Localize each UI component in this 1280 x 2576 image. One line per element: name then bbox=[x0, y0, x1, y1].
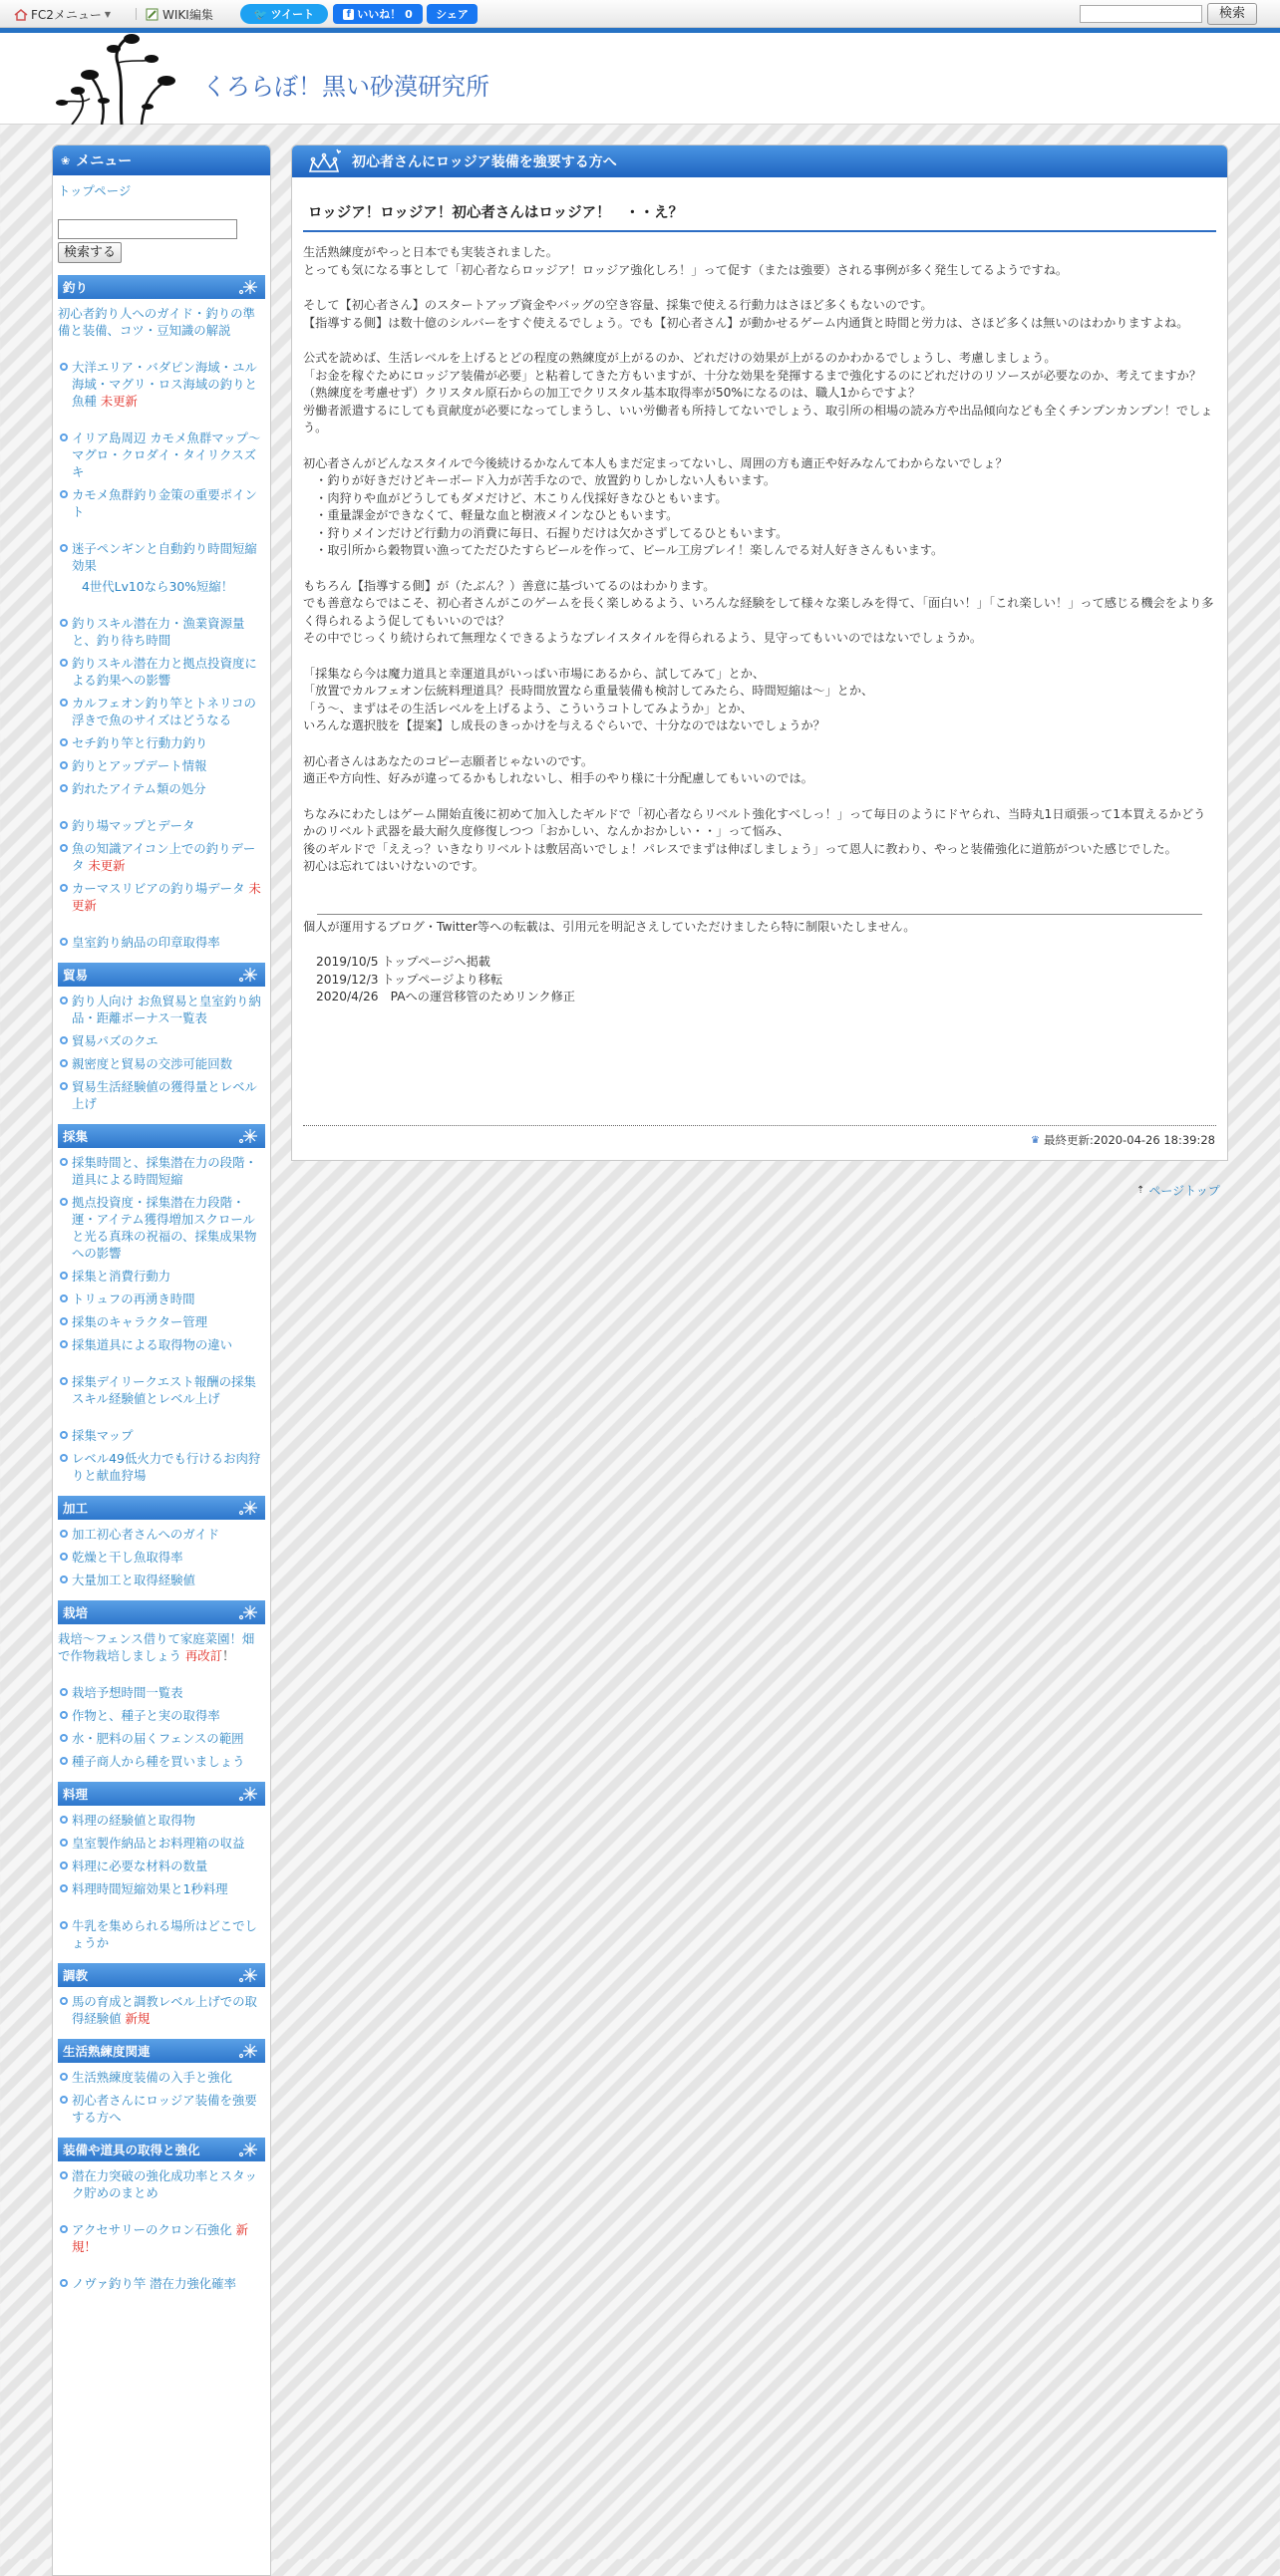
tweet-label: ツイート bbox=[270, 8, 315, 21]
sidebar-link-text: 生活熟練度装備の入手と強化 bbox=[72, 2070, 233, 2085]
sidebar-list bbox=[58, 993, 265, 1112]
sidebar-list-item[interactable] bbox=[58, 540, 265, 574]
site-header bbox=[0, 33, 1280, 125]
circle-bullet-icon bbox=[60, 619, 68, 627]
sidebar-list-item[interactable] bbox=[58, 1572, 265, 1588]
article-paragraph: ちなみにわたしはゲーム開始直後に初めて加入したギルドで「初心者ならリベルト強化すべしっ！」って毎日のようにドヤられ、当時丸1日頑張って1本買えるかどうかのリベルト武器を最大耐久度修復しつつ「おかしい、なんかおかしい・・」って悩み、 後のギルドで「ええっ？いきなりリベルトは敷居高いでしょ！パレスでまずは伸ばしましょう」って恩人に教わり、やっと装備強化に道筋がついた感じでした。 初心は忘れてはいけないのです。 bbox=[303, 806, 1206, 873]
sidebar-list-item[interactable] bbox=[58, 695, 265, 728]
last-updated bbox=[1031, 1132, 1215, 1148]
sidebar-link-text: 馬の育成と調教レベル上げでの取得経験値 bbox=[72, 1994, 257, 2026]
sidebar-link-text: 採集のキャラクター管理 bbox=[72, 1314, 208, 1329]
sidebar-list bbox=[58, 2069, 265, 2126]
sidebar-link-text: 貿易生活経験値の獲得量とレベル上げ bbox=[72, 1079, 257, 1111]
page-top-label: ページトップ bbox=[1148, 1184, 1220, 1198]
crown-flourish-icon bbox=[304, 147, 344, 175]
wiki-edit-label: WIKI編集 bbox=[162, 8, 213, 22]
sidebar-section-title: 採集 bbox=[63, 1129, 89, 1144]
circle-bullet-icon bbox=[60, 1198, 68, 1206]
sidebar-list-item[interactable] bbox=[58, 880, 265, 914]
sidebar-link-text: 栽培予想時間一覧表 bbox=[72, 1685, 183, 1700]
sidebar-section-header bbox=[58, 1963, 265, 1987]
sidebar-list bbox=[58, 2167, 265, 2292]
sidebar-section-header bbox=[58, 1496, 265, 1520]
sidebar-link-text: アクセサリーのクロン石強化 bbox=[72, 2222, 232, 2237]
sidebar-list-item[interactable] bbox=[58, 757, 265, 774]
sidebar-list-item[interactable] bbox=[58, 1055, 265, 1072]
sidebar-list-item[interactable] bbox=[58, 429, 265, 480]
sidebar-section-title: 料理 bbox=[63, 1787, 89, 1802]
sidebar-list bbox=[58, 1684, 265, 1770]
paragraph-spacer bbox=[303, 279, 1216, 297]
paragraph-spacer bbox=[303, 788, 1216, 806]
sidebar-link-text: 加工初心者さんへのガイド bbox=[72, 1527, 220, 1542]
sidebar-list-item[interactable] bbox=[58, 1993, 265, 2027]
sidebar-section-header bbox=[58, 2039, 265, 2063]
sidebar-link-text: 料理時間短縮効果と1秒料理 bbox=[72, 1881, 228, 1896]
sidebar-section-header bbox=[58, 1782, 265, 1806]
sidebar-search-input[interactable] bbox=[58, 219, 237, 239]
sidebar-list-item[interactable] bbox=[58, 1835, 265, 1852]
plant-silhouette-logo bbox=[52, 33, 191, 125]
sidebar-list-item[interactable] bbox=[58, 1336, 265, 1353]
circle-bullet-icon bbox=[60, 997, 68, 1004]
sidebar-link-text: 料理の経験値と取得物 bbox=[72, 1813, 195, 1828]
toolbar-divider bbox=[136, 8, 137, 20]
wiki-edit-link[interactable] bbox=[146, 6, 213, 23]
sidebar-link-text: 迷子ペンギンと自動釣り時間短縮効果 bbox=[72, 541, 257, 573]
menu-title: メニュー bbox=[76, 153, 133, 169]
sidebar-list-item[interactable] bbox=[58, 1707, 265, 1724]
sidebar-link-text: 貿易パズのクエ bbox=[72, 1033, 159, 1048]
sidebar-search-button[interactable]: 検索する bbox=[58, 242, 122, 263]
status-badge: 新規 bbox=[72, 2222, 249, 2254]
main-panel-title: 初心者さんにロッジア装備を強要する方へ bbox=[352, 154, 617, 170]
status-badge: 未更新 bbox=[72, 881, 261, 913]
paragraph-spacer bbox=[303, 735, 1216, 753]
circle-bullet-icon bbox=[60, 363, 68, 371]
sidebar-list-item[interactable] bbox=[58, 2221, 265, 2255]
circle-bullet-icon bbox=[60, 1997, 68, 2005]
sidebar-list-item[interactable] bbox=[58, 1753, 265, 1770]
sidebar-list-item[interactable] bbox=[58, 359, 265, 410]
article-paragraph: 初心者さんがどんなスタイルで今後続けるかなんて本人もまだ定まってないし、周囲の方も適正や好みなんてわからないでしょ？ ・釣りが好きだけどキーボード入力が苦手なので、放置釣りしかしない人もいます。 ・肉狩りや血がどうしてもダメだけど、木こりん伐採好きなひともいます。 ・重量課金ができなくて、軽量な血と樹液メインなひともいます。 ・狩りメインだけど行動力の消費に毎日、石握りだけは欠かさずしてるひともいます。 ・取引所から穀物買い漁ってただひたすらビールを作って、ビール工房プレイ！楽しんでる対人好きさんもいます。 bbox=[303, 455, 1008, 557]
circle-bullet-icon bbox=[60, 1688, 68, 1696]
circle-bullet-icon bbox=[60, 544, 68, 552]
sidebar-list-item[interactable] bbox=[58, 1450, 265, 1484]
sidebar-link-text: 採集デイリークエスト報酬の採集スキル経験値とレベル上げ bbox=[72, 1374, 256, 1406]
section-divider bbox=[317, 914, 1202, 915]
paragraph-spacer bbox=[303, 936, 1216, 954]
paragraph-spacer bbox=[303, 876, 1216, 894]
sidebar-sections bbox=[58, 275, 265, 2292]
circle-bullet-icon bbox=[60, 1082, 68, 1090]
fc2-menu[interactable] bbox=[14, 6, 111, 23]
sidebar-link-text: 水・肥料の届くフェンスの範囲 bbox=[72, 1731, 244, 1746]
article bbox=[303, 201, 1216, 1118]
toolbar-search-button[interactable]: 検索 bbox=[1207, 3, 1257, 25]
home-icon bbox=[14, 9, 28, 21]
repost-notice: 個人が運用するブログ・Twitter等への転載は、引用元を明記さえしていただけましたら特に制限いたしません。 bbox=[303, 919, 916, 934]
sidebar-list-item[interactable] bbox=[58, 1730, 265, 1747]
sidebar-link-text: 乾燥と干し魚取得率 bbox=[72, 1550, 183, 1565]
circle-bullet-icon bbox=[60, 1575, 68, 1583]
article-paragraph: もちろん【指導する側】が（たぶん？）善意に基づいてるのはわかります。 でも善意ならではこそ、初心者さんがこのゲームを長く楽しめるよう、いろんな経験をして様々な楽しみを得て、「面白い！」「これ楽しい！」って感じる機会をより多く得られるよう促してもいいのでは？ その中でじっくり続けられて無理なくできるようなプレイスタイルを得られるよう、見守ってもいいのではないでしょうか。 bbox=[303, 578, 1214, 645]
site-title[interactable]: くろらぼ！黒い砂漠研究所 bbox=[202, 73, 489, 101]
circle-bullet-icon bbox=[60, 1530, 68, 1538]
sidebar-link-text: 牛乳を集められる場所はどこでしょうか bbox=[72, 1918, 257, 1950]
sidebar-list-item[interactable] bbox=[58, 1812, 265, 1829]
main-panel-header bbox=[292, 145, 1227, 177]
sidebar-section-title: 釣り bbox=[63, 280, 89, 295]
circle-bullet-icon bbox=[60, 1454, 68, 1462]
share-label: シェア bbox=[436, 8, 469, 21]
sidebar-section-intro-link[interactable] bbox=[58, 1630, 265, 1664]
status-badge: 未更新 bbox=[84, 858, 126, 873]
sidebar-list-item[interactable] bbox=[58, 1526, 265, 1543]
sidebar-list-item[interactable] bbox=[58, 840, 265, 874]
sidebar-list-item[interactable] bbox=[58, 1290, 265, 1307]
sidebar-link-text: カルフェオン釣り竿とトネリコの浮きで魚のサイズはどうなる bbox=[72, 696, 256, 727]
paragraph-spacer bbox=[303, 332, 1216, 350]
intro-suffix: ！ bbox=[222, 1648, 235, 1663]
sidebar-section-header bbox=[58, 1124, 265, 1148]
sidebar-list-item[interactable] bbox=[58, 2092, 265, 2126]
circle-bullet-icon bbox=[60, 1158, 68, 1166]
sidebar-menu-header bbox=[53, 145, 270, 175]
circle-bullet-icon bbox=[60, 938, 68, 946]
sidebar-section-header bbox=[58, 2138, 265, 2161]
sidebar-link-text: 採集マップ bbox=[72, 1428, 134, 1443]
sidebar-link-text: 種子商人から種を買いましょう bbox=[72, 1754, 245, 1769]
paragraph-spacer bbox=[303, 648, 1216, 666]
circle-bullet-icon bbox=[60, 1839, 68, 1847]
article-paragraph: 生活熟練度がやっと日本でも実装されました。 とっても気になる事として「初心者ならロッジア！ロッジア強化しろ！」って促す（または強要）される事例が多く発生してるようですね。 bbox=[303, 245, 1069, 277]
paragraph-spacer bbox=[303, 437, 1216, 455]
status-badge: 再改訂 bbox=[180, 1648, 223, 1663]
sidebar-link-text: 釣りとアップデート情報 bbox=[72, 758, 207, 773]
sidebar-link-text: 皇室釣り納品の印章取得率 bbox=[72, 935, 220, 950]
sidebar-top-page-link[interactable]: トップページ bbox=[58, 183, 132, 198]
circle-bullet-icon bbox=[60, 784, 68, 792]
sidebar-list bbox=[58, 359, 265, 951]
circle-bullet-icon bbox=[60, 1816, 68, 1824]
circle-bullet-icon bbox=[60, 1272, 68, 1280]
circle-bullet-icon bbox=[60, 1884, 68, 1892]
history-entry: 2019/12/3 トップページより移転 bbox=[316, 972, 503, 987]
circle-bullet-icon bbox=[60, 1861, 68, 1869]
sidebar bbox=[52, 144, 271, 2576]
circle-bullet-icon bbox=[60, 738, 68, 746]
circle-bullet-icon bbox=[60, 2279, 68, 2287]
sidebar-list-item[interactable] bbox=[58, 1313, 265, 1330]
status-badge: 新規 bbox=[121, 2011, 151, 2026]
twitter-bird-icon: 🐦 bbox=[253, 7, 268, 21]
sidebar-link-text: カーマスリビアの釣り場データ bbox=[72, 881, 245, 896]
article-paragraph: 初心者さんはあなたのコピー志願者じゃないのです。 適正や方向性、好みが違ってるかもしれないし、相手のやり様に十分配慮してもいいのでは。 bbox=[303, 753, 813, 785]
sidebar-list-item[interactable] bbox=[58, 1427, 265, 1444]
arrow-up-icon: ⇡ bbox=[1136, 1185, 1145, 1196]
sidebar-section-title: 栽培 bbox=[63, 1605, 89, 1620]
sidebar-section-title: 装備や道具の取得と強化 bbox=[63, 2143, 200, 2157]
sidebar-link-text: 潜在力突破の強化成功率とスタック貯めのまとめ bbox=[72, 2168, 257, 2200]
share-button[interactable] bbox=[427, 4, 478, 24]
article-paragraph: 公式を読めば、生活レベルを上げるとどの程度の熟練度が上がるのか、どれだけの効果が上がるのかわかるでしょうし、考慮しましょう。 「お金を稼ぐためにロッジア装備が必要」と粘着してきた方もいますが、十分な効果を発揮するまで強化するのにどれだけのリソースが必要なのか、考えてますか？ （熟練度を考慮せず）クリスタル原石からの加工でクリスタル基本取得率が50%になるのは、職人1からですよ？ 労働者派遣するにしても貢献度が必要になってしまうし、いい労働者も所持してないでしょう、取引所の相場の読み方や出品傾向なども全くチンプンカンプン！でしょう。 bbox=[303, 351, 1213, 434]
badge-suffix: ！ bbox=[84, 2239, 97, 2254]
footer-divider bbox=[303, 1125, 1216, 1126]
sidebar-link-text: セチ釣り竿と行動力釣り bbox=[72, 735, 208, 750]
circle-bullet-icon bbox=[60, 2073, 68, 2081]
sidebar-link-text: 皇室製作納品とお料理箱の収益 bbox=[72, 1836, 245, 1851]
sidebar-list-item[interactable] bbox=[58, 1078, 265, 1112]
sidebar-link-text: 釣り人向け お魚貿易と皇室釣り納品・距離ボーナス一覧表 bbox=[72, 994, 261, 1025]
last-updated-text: 最終更新:2020-04-26 18:39:28 bbox=[1043, 1133, 1215, 1147]
sidebar-link-text: カモメ魚群釣り金策の重要ポイント bbox=[72, 487, 257, 519]
sparkle-icon bbox=[237, 966, 259, 987]
circle-bullet-icon bbox=[60, 1757, 68, 1765]
sidebar-note: 4世代Lv10なら30%短縮！ bbox=[82, 579, 234, 594]
sidebar-list-item[interactable] bbox=[58, 1880, 265, 1897]
sidebar-list bbox=[58, 1154, 265, 1484]
sparkle-icon bbox=[237, 1966, 259, 1987]
facebook-icon: f bbox=[343, 9, 354, 20]
sidebar-list-item[interactable] bbox=[58, 1917, 265, 1951]
circle-bullet-icon bbox=[60, 1036, 68, 1044]
sidebar-list-item[interactable] bbox=[58, 1373, 265, 1407]
sidebar-list-item[interactable] bbox=[58, 2275, 265, 2292]
circle-bullet-icon bbox=[60, 844, 68, 852]
circle-bullet-icon bbox=[60, 1340, 68, 1348]
circle-bullet-icon bbox=[60, 1317, 68, 1325]
circle-bullet-icon bbox=[60, 2171, 68, 2179]
fc2-menu-label: FC2メニュー bbox=[31, 8, 102, 22]
sidebar-list-item[interactable] bbox=[58, 817, 265, 834]
sidebar-list-item[interactable] bbox=[58, 734, 265, 751]
like-label: いいね！ 0 bbox=[357, 8, 413, 21]
sparkle-icon bbox=[237, 2042, 259, 2063]
sidebar-link-text: 採集時間と、採集潜在力の段階・道具による時間短縮 bbox=[72, 1155, 257, 1187]
intro-text: 栽培～フェンス借りて家庭菜園！畑で作物栽培しましょう bbox=[58, 1631, 255, 1663]
circle-bullet-icon bbox=[60, 1431, 68, 1439]
sidebar-list-item[interactable] bbox=[58, 655, 265, 689]
circle-bullet-icon bbox=[60, 884, 68, 892]
chevron-down-icon: ▼ bbox=[104, 10, 112, 19]
circle-bullet-icon bbox=[60, 1377, 68, 1385]
sidebar-link-text: トリュフの再湧き時間 bbox=[72, 1291, 195, 1306]
sidebar-section-header bbox=[58, 963, 265, 987]
sidebar-link-text: イリア島周辺 カモメ魚群マップ～マグロ・クロダイ・タイリクスズキ bbox=[72, 430, 261, 479]
sparkle-icon bbox=[237, 1127, 259, 1148]
sidebar-list bbox=[58, 1812, 265, 1951]
sparkle-icon bbox=[237, 1499, 259, 1520]
toolbar-search-input[interactable] bbox=[1080, 5, 1202, 23]
sidebar-link-text: 釣りスキル潜在力・漁業資源量と、釣り待ち時間 bbox=[72, 616, 245, 648]
article-paragraph: そして【初心者さん】のスタートアップ資金やバッグの空き容量、採集で使える行動力はさほど多くもないのです。 【指導する側】は数十億のシルバーをすぐ使えるでしょう。でも【初心者さん】が動かせるゲーム内通貨と時間と労力は、さほど多くは無いのはわかりますよね。 bbox=[303, 298, 1189, 330]
circle-bullet-icon bbox=[60, 659, 68, 667]
sidebar-section-title: 調教 bbox=[63, 1968, 89, 1983]
crown-small-icon: ♛ bbox=[1031, 1134, 1040, 1146]
sidebar-section-title: 加工 bbox=[63, 1501, 89, 1516]
tweet-button[interactable] bbox=[240, 4, 328, 24]
sidebar-list-item[interactable] bbox=[58, 1194, 265, 1262]
history-entry: 2019/10/5 トップページへ掲載 bbox=[316, 955, 490, 969]
page-top-link[interactable] bbox=[1136, 1182, 1220, 1199]
sidebar-section-header bbox=[58, 1600, 265, 1624]
sparkle-icon bbox=[237, 2141, 259, 2161]
sidebar-link-text: 釣りスキル潜在力と拠点投資度による釣果への影響 bbox=[72, 656, 257, 688]
sidebar-list-item[interactable] bbox=[58, 780, 265, 797]
sidebar-list bbox=[58, 1526, 265, 1588]
circle-bullet-icon bbox=[60, 2225, 68, 2233]
circle-bullet-icon bbox=[60, 1294, 68, 1302]
sidebar-list-item[interactable] bbox=[58, 2167, 265, 2201]
sidebar-link-text: 魚の知識アイコン上での釣りデータ bbox=[72, 841, 256, 873]
main-content bbox=[291, 144, 1228, 1161]
sidebar-list bbox=[58, 1993, 265, 2027]
sparkle-icon bbox=[237, 1603, 259, 1624]
sidebar-link-text: 拠点投資度・採集潜在力段階・運・アイテム獲得増加スクロールと光る真珠の祝福の、採集成果物への影響 bbox=[72, 1195, 257, 1261]
sidebar-link-text: 釣り場マップとデータ bbox=[72, 818, 195, 833]
sidebar-list-item[interactable] bbox=[58, 1549, 265, 1566]
sidebar-link-text: 親密度と貿易の交渉可能回数 bbox=[72, 1056, 233, 1071]
sidebar-list-item[interactable] bbox=[58, 1268, 265, 1285]
circle-bullet-icon bbox=[60, 821, 68, 829]
article-paragraph: 「採集なら今は魔力道具と幸運道具がいっぱい市場にあるから、試してみて」とか、 「放置でカルフェオン伝統料理道具？長時間放置なら重量装備も検討してみたら、時間短縮は～」とか、 「う～、まずはその生活レベルを上げるよう、こういうコトしてみようか」とか、 いろんな選択肢を【提案】し成長のきっかけを与えるぐらいで、十分なのではないでしょうか？ bbox=[303, 666, 874, 732]
article-body bbox=[303, 244, 1216, 1006]
circle-bullet-icon bbox=[60, 699, 68, 707]
sidebar-link-text: 料理に必要な材料の数量 bbox=[72, 1859, 208, 1873]
entry-title: ロッジア！ロッジア！初心者さんはロッジア！ ・・え？ bbox=[303, 201, 1216, 232]
sidebar-link-text: 大洋エリア・バダピン海域・ユル海域・マグリ・ロス海域の釣りと魚種 bbox=[72, 360, 257, 409]
status-badge: 未更新 bbox=[96, 394, 138, 409]
sidebar-list-item[interactable] bbox=[58, 2069, 265, 2086]
sparkle-icon bbox=[237, 1785, 259, 1806]
intro-text: 初心者釣り人へのガイド・釣りの準備と装備、コツ・豆知識の解説 bbox=[58, 306, 255, 338]
sidebar-section-title: 生活熟練度関連 bbox=[63, 2044, 151, 2059]
sidebar-link-text: 大量加工と取得経験値 bbox=[72, 1573, 195, 1587]
sidebar-section-header bbox=[58, 275, 265, 299]
history-entry: 2020/4/26 PAへの運営移管のためリンク修正 bbox=[316, 990, 575, 1003]
sidebar-link-text: 採集道具による取得物の違い bbox=[72, 1337, 233, 1352]
circle-bullet-icon bbox=[60, 1553, 68, 1561]
circle-bullet-icon bbox=[60, 1921, 68, 1929]
circle-bullet-icon bbox=[60, 490, 68, 498]
circle-bullet-icon bbox=[60, 433, 68, 441]
circle-bullet-icon bbox=[60, 761, 68, 769]
sidebar-list-item[interactable] bbox=[58, 615, 265, 649]
sidebar-list-item[interactable] bbox=[58, 1154, 265, 1188]
sidebar-link-text: レベル49低火力でも行けるお肉狩りと献血狩場 bbox=[72, 1451, 261, 1483]
fc2-toolbar bbox=[0, 0, 1280, 28]
sidebar-link-text: 釣れたアイテム類の処分 bbox=[72, 781, 206, 796]
circle-bullet-icon bbox=[60, 1734, 68, 1742]
sidebar-link-text: 初心者さんにロッジア装備を強要する方へ bbox=[72, 2093, 257, 2125]
menu-icon: ❀ bbox=[61, 153, 71, 167]
sidebar-list-item[interactable] bbox=[58, 1032, 265, 1049]
sidebar-list-item[interactable] bbox=[58, 934, 265, 951]
circle-bullet-icon bbox=[60, 2096, 68, 2104]
circle-bullet-icon bbox=[60, 1711, 68, 1719]
sidebar-link-text: ノヴァ釣り竿 潜在力強化確率 bbox=[72, 2276, 236, 2291]
edit-icon bbox=[146, 8, 160, 21]
sidebar-list-item[interactable] bbox=[58, 993, 265, 1026]
sidebar-list-item[interactable] bbox=[58, 1684, 265, 1701]
sidebar-list-item[interactable] bbox=[58, 486, 265, 520]
sidebar-link-text: 作物と、種子と実の取得率 bbox=[72, 1708, 220, 1723]
like-button[interactable] bbox=[333, 4, 423, 24]
circle-bullet-icon bbox=[60, 1059, 68, 1067]
sidebar-section-intro-link[interactable] bbox=[58, 305, 265, 339]
sparkle-icon bbox=[237, 278, 259, 299]
sidebar-list-item[interactable] bbox=[58, 1858, 265, 1874]
sidebar-section-title: 貿易 bbox=[63, 968, 89, 983]
paragraph-spacer bbox=[303, 560, 1216, 578]
sidebar-link-text: 採集と消費行動力 bbox=[72, 1269, 171, 1284]
